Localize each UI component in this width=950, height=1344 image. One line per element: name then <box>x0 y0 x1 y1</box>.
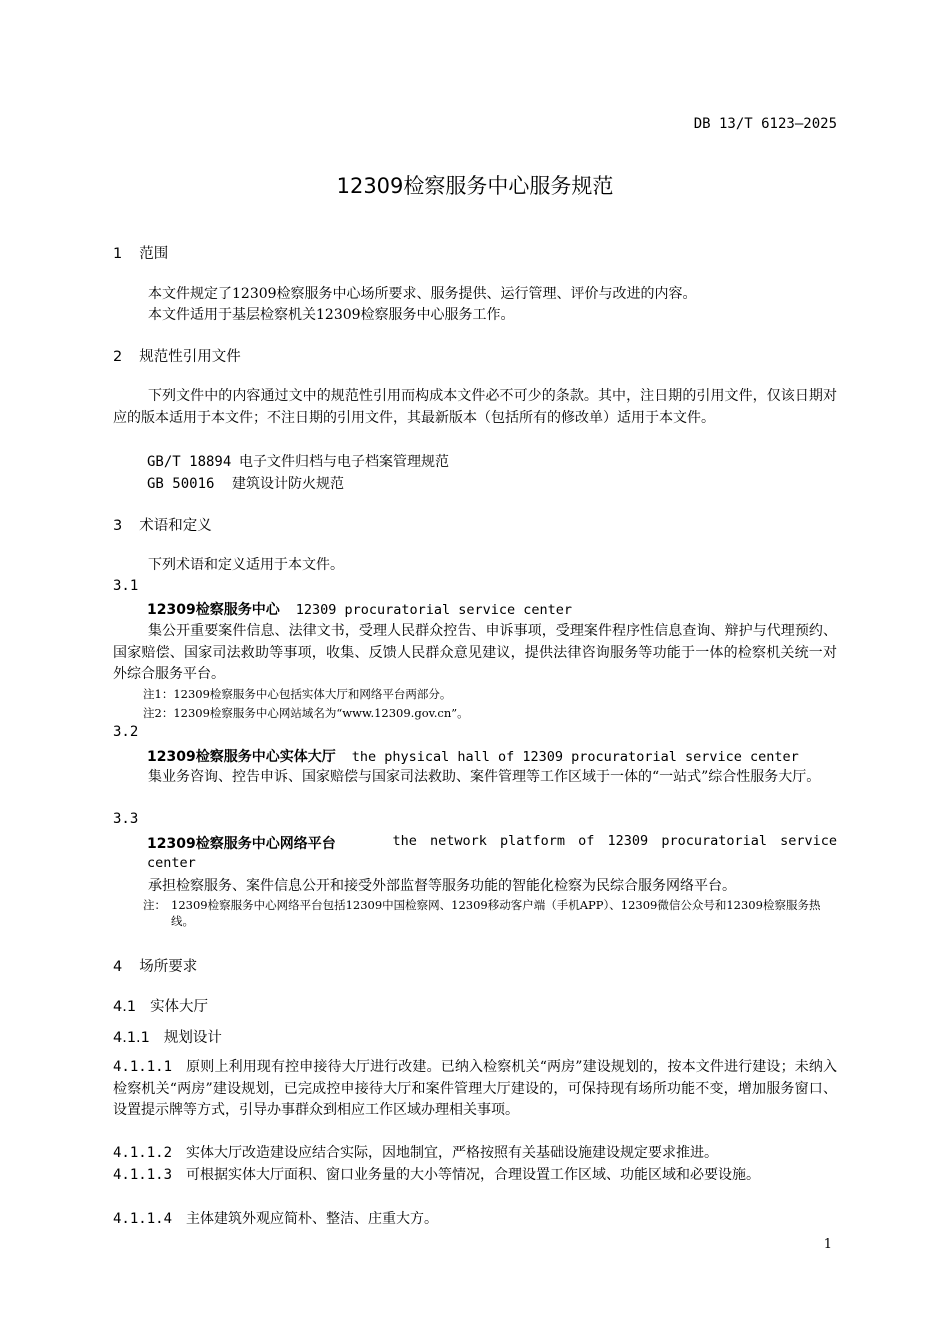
note-text: 12309检察服务中心网络平台包括12309中国检察网、12309移动客户端（手机APP）、12309微信公众号和12309检察服务热线。 <box>171 898 821 928</box>
paragraph: 本文件规定了12309检察服务中心场所要求、服务提供、运行管理、评价与改进的内容。 <box>148 286 697 302</box>
section-title: 场所要求 <box>139 959 198 975</box>
clause <box>113 1165 837 1187</box>
section-number: 3 <box>113 518 123 534</box>
clause-number: 4.1.1.1 <box>113 1059 173 1075</box>
reference-item <box>147 451 449 471</box>
term-definition: 承担检察服务、案件信息公开和接受外部监督等服务功能的智能化检察为民综合服务网络平台。 <box>148 878 736 894</box>
term-number: 3.3 <box>113 811 139 827</box>
term-note: 注1：12309检察服务中心包括实体大厅和网络平台两部分。 <box>143 687 452 701</box>
subsection-number: 4.1 <box>113 999 137 1015</box>
section-number: 2 <box>113 349 123 365</box>
note-label: 注： <box>143 898 166 912</box>
subsubsection-number: 4.1.1 <box>113 1030 150 1046</box>
term-en-line1: the network platform of 12309 procuratorial service <box>392 833 837 849</box>
clause-number: 4.1.1.3 <box>113 1167 173 1183</box>
clause-number: 4.1.1.4 <box>113 1211 173 1227</box>
subsection-heading <box>113 995 208 1016</box>
term-number: 3.1 <box>113 578 139 594</box>
page-number: 1 <box>823 1237 832 1252</box>
term-title <box>147 833 837 853</box>
clause-text: 原则上利用现有控申接待大厅进行改建。已纳入检察机关“两房”建设规划的，按本文件进行建设；未纳入检察机关“两房”建设规划，已完成控申接待大厅和案件管理大厅建设的，可保持现有场所功能不变，增加服务窗口、设置提示牌等方式，引导办事群众到相应工作区域办理相关事项。 <box>113 1059 837 1118</box>
clause-number: 4.1.1.2 <box>113 1145 173 1161</box>
doc-code: DB 13/T 6123—2025 <box>693 116 837 132</box>
reference-code: GB 50016 <box>147 476 215 492</box>
paragraph: 本文件适用于基层检察机关12309检察服务中心服务工作。 <box>148 307 515 323</box>
reference-title: 电子文件归档与电子档案管理规范 <box>239 454 449 470</box>
reference-code: GB/T 18894 <box>147 454 232 470</box>
term-note <box>143 897 839 929</box>
clause <box>113 1057 837 1122</box>
term-zh: 12309检察服务中心网络平台 <box>147 836 336 852</box>
section-number: 1 <box>113 246 123 262</box>
term-note: 注2：12309检察服务中心网站域名为“www.12309.gov.cn”。 <box>143 706 469 720</box>
section-3-heading <box>113 514 212 535</box>
subsubsection-heading <box>113 1026 222 1047</box>
term-title <box>147 746 799 766</box>
subsection-title: 实体大厅 <box>150 999 209 1015</box>
term-definition: 集公开重要案件信息、法律文书，受理人民群众控告、申诉事项，受理案件程序性信息查询、辩护与代理预约、国家赔偿、国家司法救助等事项，收集、反馈人民群众意见建议，提供法律咨询服务等功能于一体的检察机关统一对外综合服务平台。 <box>113 623 837 682</box>
clause <box>113 1143 837 1165</box>
section-number: 4 <box>113 959 123 975</box>
subsubsection-title: 规划设计 <box>163 1030 222 1046</box>
section-title: 术语和定义 <box>139 518 212 534</box>
reference-title: 建筑设计防火规范 <box>232 476 344 492</box>
document-title: 12309检察服务中心服务规范 <box>336 174 614 198</box>
term-title <box>147 599 572 619</box>
paragraph: 下列文件中的内容通过文中的规范性引用而构成本文件必不可少的条款。其中，注日期的引用文件，仅该日期对应的版本适用于本文件；不注日期的引用文件，其最新版本（包括所有的修改单）适用于本文件。 <box>113 388 837 426</box>
term-en: the physical hall of 12309 procuratorial service center <box>351 749 799 765</box>
section-1-heading <box>113 242 168 263</box>
clause-text: 实体大厅改造建设应结合实际，因地制宜，严格按照有关基础设施建设规定要求推进。 <box>186 1145 719 1161</box>
paragraph: 下列术语和定义适用于本文件。 <box>148 557 344 573</box>
term-en: 12309 procuratorial service center <box>295 602 573 618</box>
term-en-line2: center <box>147 855 196 871</box>
section-2-heading <box>113 345 241 366</box>
section-4-heading <box>113 955 197 976</box>
reference-item <box>147 473 344 493</box>
term-zh: 12309检察服务中心 <box>147 602 280 618</box>
term-zh: 12309检察服务中心实体大厅 <box>147 749 336 765</box>
clause-text: 主体建筑外观应简朴、整洁、庄重大方。 <box>186 1211 439 1227</box>
term-definition: 集业务咨询、控告申诉、国家赔偿与国家司法救助、案件管理等工作区域于一体的“一站式”综合性服务大厅。 <box>148 769 821 785</box>
section-title: 范围 <box>139 246 169 262</box>
term-title-continued <box>147 855 196 871</box>
clause-text: 可根据实体大厅面积、窗口业务量的大小等情况，合理设置工作区域、功能区域和必要设施。 <box>186 1167 761 1183</box>
term-number: 3.2 <box>113 724 139 740</box>
section-title: 规范性引用文件 <box>139 349 241 365</box>
clause <box>113 1209 837 1231</box>
